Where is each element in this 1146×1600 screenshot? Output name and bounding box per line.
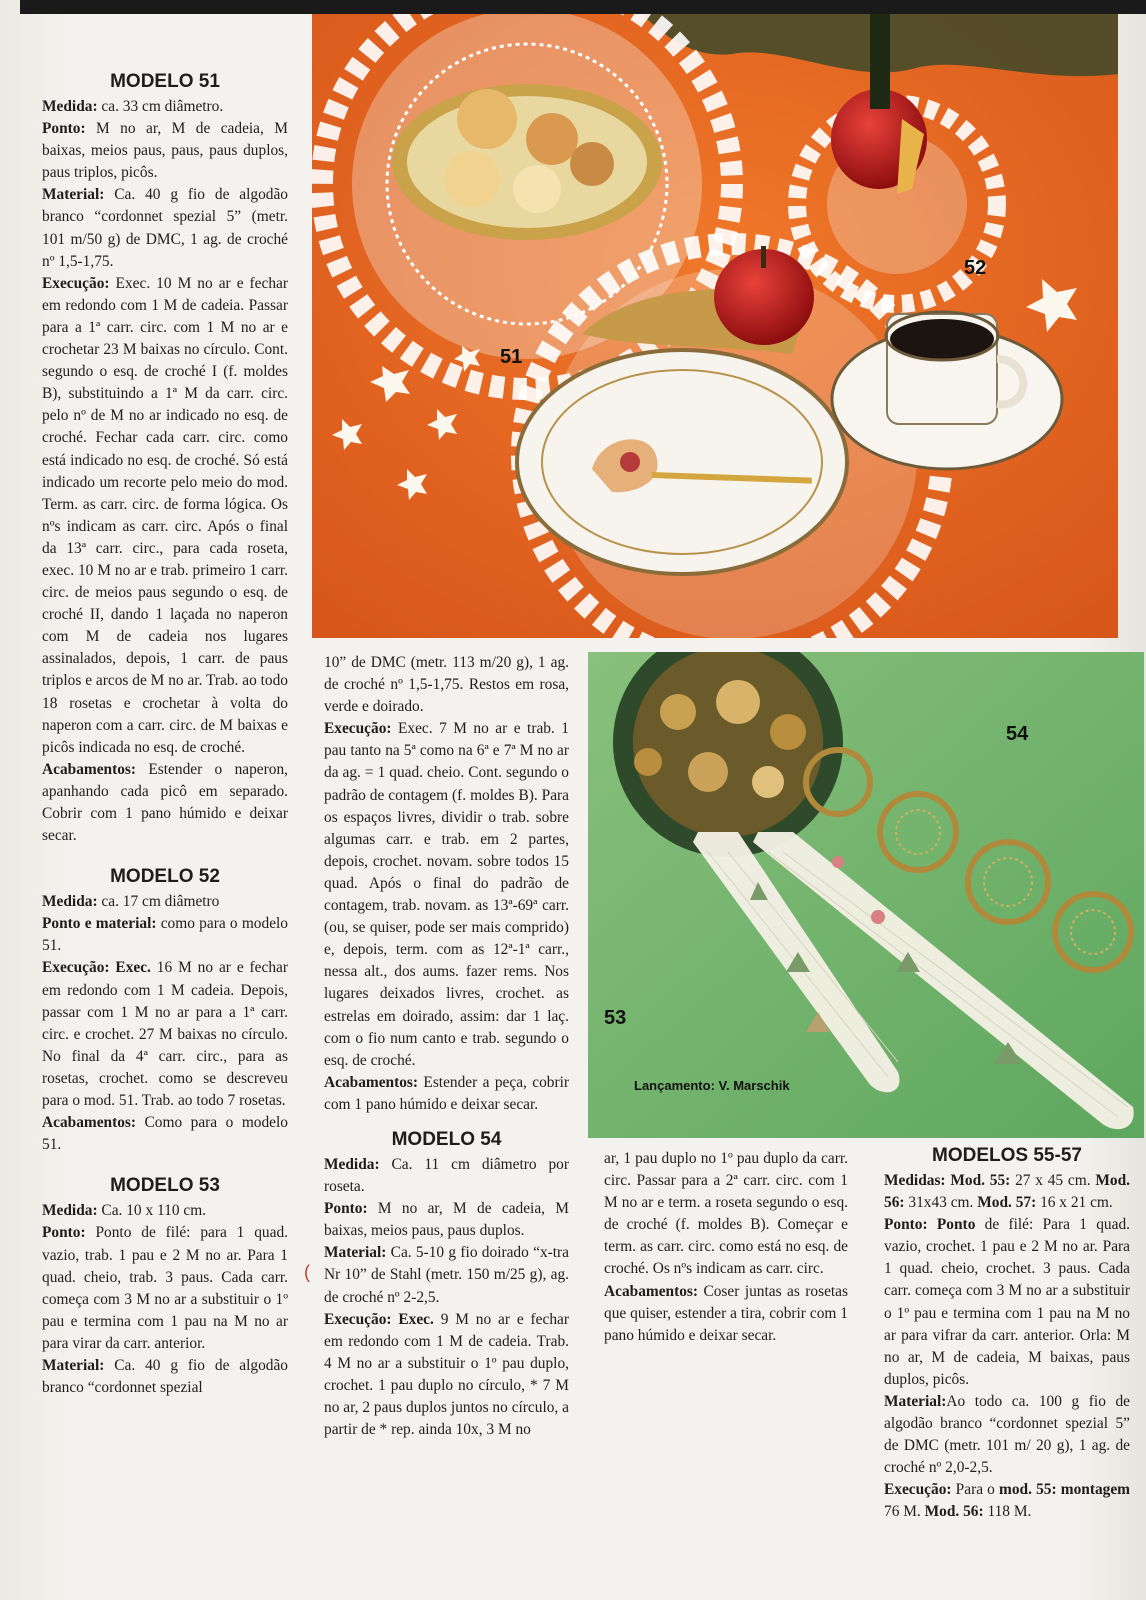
m51-material: Material: Ca. 40 g fio de algodão branco “cordonnet spezial 5” (metr. 101 m/50 g) de DMC, 1 ag. de croché nº 1,5-1,75. [42,186,288,270]
m51-execucao: Execução: Exec. 10 M no ar e fechar em redondo com 1 M de cadeia. Passar para a 1ª carr. circ. com 1 M no ar e crochetar 23 M baixas no círculo. Cont. segundo o esq. de croché I (f. moldes B), substituindo a 1ª M da carr. circ. pelo nº de M no ar indicado no esq. de croché. Fechar cada carr. circ. como está indicado no esq. de croché. Só está indicado um recorte pelo meio do mod. Term. as carr. circ. de forma lógica. Os nºs indicam as carr. circ. Após o final da 13ª carr. circ., para cada roseta, exec. 10 M no ar e trab. primeiro 1 carr. circ. de meios paus segundo o esq. de croché II, dando 1 laçada no naperon com M de cadeia nos lugares assinalados, depois, 1 carr. de paus triplos e arcos de M no ar. Trab. ao todo 18 rosetas e crochetar à volta do naperon com a carr. circ. de M baixas e picôs indicada no esq. de croché. [42,274,288,756]
m54-material: Material: Ca. 5-10 g fio doirado “x-tra Nr 10” de Stahl (metr. 150 m/25 g), ag. de croché nº 2-2,5. [324,1244,569,1306]
photo-doilies-illustration [312,14,1118,638]
label-model-54: 54 [1006,723,1029,745]
m54-ponto: Ponto: M no ar, M de cadeia, M baixas, meios paus, paus duplos. [324,1200,569,1240]
label-model-52: 52 [964,257,987,279]
heading-modelo-54: MODELO 54 [391,1128,502,1150]
red-margin-mark: ( [304,1262,310,1282]
m51-acabamentos: Acabamentos: Estender o naperon, apanhando cada picô em separado. Cobrir com 1 pano húmido e deixar secar. [42,760,288,845]
m52-execucao: Execução: Exec. 16 M no ar e fechar em redondo com 1 M cadeia. Depois, passar com 1 M no ar para a 1ª carr. circ. e crochet. 27 M baixas no círculo. No final da 4ª carr. circ., para as rosetas, crochet. como se descreveu para o mod. 51. Trab. ao todo 7 rosetas. [42,959,288,1110]
heading-modelo-53: MODELO 53 [110,1175,220,1197]
column-1 [42,70,288,1399]
column-4 [884,1144,1130,1524]
m53-ponto: Ponto: Ponto de filé: para 1 quad. vazio, trab. 1 pau e 2 M no ar. Para 1 quad. cheio, trab. 3 paus. Cada carr. começa com 3 M no ar a substituir o 1º pau e termina com 1 pau na M no ar para virar da carr. anterior. [42,1224,288,1352]
heading-modelo-51: MODELO 51 [110,71,220,92]
m54-execucao: Execução: Exec. 9 M no ar e fechar em redondo com 1 M de cadeia. Trab. 4 M no ar a substituir o 1º pau duplo, crochet. 1 pau duplo no círculo, * 7 M no ar, 2 paus duplos juntos no círculo, a partir de * rep. ainda 10x, 3 M no [324,1310,569,1439]
photo-wreath-53-54 [588,652,1144,1138]
m55-57-execucao: Execução: Para o mod. 55: montagem 76 M. Mod. 56: 118 M. [884,1481,1130,1521]
m53-material-cont: 10” de DMC (metr. 113 m/20 g), 1 ag. de croché nº 1,5-1,75. Restos em rosa, verde e doirado. [324,654,569,716]
column-2 [324,652,569,1441]
heading-modelos-55-57: MODELOS 55-57 [932,1145,1082,1166]
top-edge-bar [20,0,1146,14]
column-3 [604,1148,848,1347]
m52-ponto-material: Ponto e material: como para o modelo 51. [42,915,288,955]
m51-ponto: Ponto: M no ar, M de cadeia, M baixas, meios paus, paus, paus duplos, paus triplos, picôs. [42,120,288,182]
m51-medida: Medida: ca. 33 cm diâmetro. [42,98,224,115]
m54-acabamentos: Acabamentos: Coser juntas as rosetas que quiser, estender a tira, cobrir com 1 pano húmido e deixar secar. [604,1282,848,1344]
m55-57-medidas: Medidas: Mod. 55: 27 x 45 cm. Mod. 56: 31x43 cm. Mod. 57: 16 x 21 cm. [884,1172,1130,1212]
m53-material: Material: Ca. 40 g fio de algodão branco “cordonnet spezial [42,1356,288,1397]
m53-medida: Medida: Ca. 10 x 110 cm. [42,1202,207,1220]
m55-57-material: Material:Ao todo ca. 100 g fio de algodão branco “cordonnet spezial 5” de DMC (metr. 101 m/ 20 g), 1 ag. de croché nº 2,0-2,5. [884,1392,1130,1477]
label-model-53: 53 [604,1007,627,1029]
m54-medida: Medida: Ca. 11 cm diâmetro por roseta. [324,1155,569,1196]
m54-execucao-cont: ar, 1 pau duplo no 1º pau duplo da carr. circ. Passar para a 2ª carr. circ. com 1 M no ar e term. a roseta segundo o esq. de croché (f. moldes B). Começar e term. as carr. circ. como está no esq. de croché. Os nºs indicam as carr. circ. [604,1150,848,1278]
label-model-51: 51 [500,346,523,368]
m55-57-ponto: Ponto: Ponto de filé: Para 1 quad. vazio, crochet. 1 pau e 2 M no ar. Para 1 quad. cheio, crochet. 3 paus. Cada carr. começa com 3 M no ar a substituir o 1º pau e termina com 1 pau na M no ar para vifrar da carr. anterior. Orla: M no ar, M de cadeia, M baixas, paus duplos, picôs. [884,1216,1130,1388]
m52-acabamentos: Acabamentos: Como para o modelo 51. [42,1114,288,1154]
photo-doilies-51-52 [312,14,1118,638]
photo-credit: Lançamento: V. Marschik [634,1078,790,1093]
m52-medida: Medida: ca. 17 cm diâmetro [42,893,220,911]
m53-execucao: Execução: Exec. 7 M no ar e trab. 1 pau tanto na 5ª como na 6ª e 7ª M no ar da ag. = 1 quad. cheio. Cont. segundo o padrão de contagem (f. moldes B). Para os espaços livres, dividir o trab. sobre algumas carr. e trab. em 2 partes, depois, crochet. novam. sobre todos 15 quad. Após o final do padrão de contagem, trab. novam. as 13ª-69ª carr. (ou, se quiser, pode ser mais comprido) e, depois, term. com as 12ª-1ª carr., nessa alt., dos aums. fazer rems. Nos lugares deixados livres, crochet. as estrelas em doirado, assim: dar 1 laç. com o fio num canto e trab. segundo o esq. de croché. [324,720,569,1069]
heading-modelo-52: MODELO 52 [110,866,220,888]
photo-wreath-illustration [588,652,1144,1138]
m53-acabamentos: Acabamentos: Estender a peça, cobrir com 1 pano húmido e deixar secar. [324,1073,569,1113]
